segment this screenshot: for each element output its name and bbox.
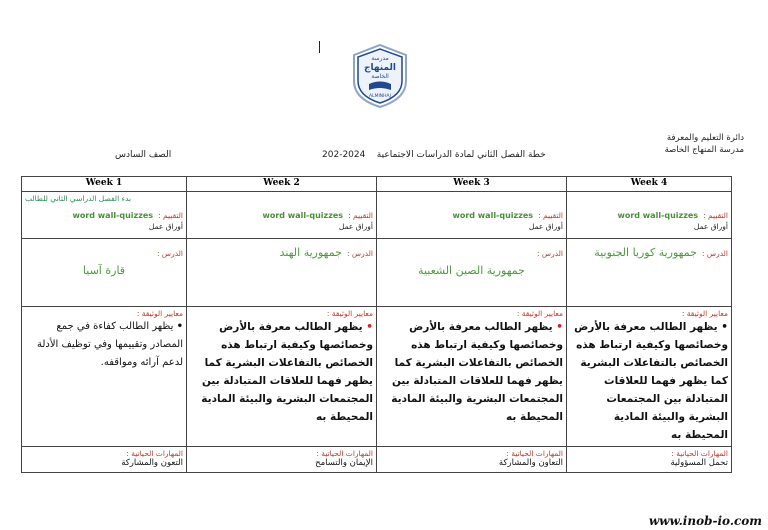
- skills-cell-week3: [377, 447, 567, 473]
- logo-sub: الخاصة: [371, 73, 389, 80]
- weekly-plan-table: [21, 176, 732, 473]
- criteria-label: معايير الوثيقة :: [681, 309, 728, 318]
- lesson-label: الدرس :: [347, 249, 373, 258]
- grade-label: الصف السادس: [115, 150, 172, 160]
- logo-name: المنهاج: [364, 63, 396, 73]
- school-name: مدرسة المنهاج الخاصة: [664, 145, 744, 155]
- skills-label: المهارات الحياتية :: [316, 449, 373, 458]
- assessment-cell-week3: [377, 192, 567, 239]
- skills-cell-week1: [22, 447, 187, 473]
- skill-text: التعون والمشاركة: [121, 458, 183, 468]
- plan-year: 2024-202: [322, 150, 366, 160]
- lesson-label: الدرس :: [157, 249, 183, 258]
- assessment-cell-week2: [187, 192, 377, 239]
- criteria-text: يظهر الطالب معرفة بالأرض وخصائصها وكيفية ارتباط هذه الخصائص بالتفاعلات البشرية كما يظهر فهما للعلاقات المتبادلة بين المجتمعات البشرية والبيئة المادية المحيطة به: [201, 321, 373, 423]
- assessment-cell-week1: [22, 192, 187, 239]
- criteria-cell-week1: [22, 307, 187, 447]
- skills-label: المهارات الحياتية :: [506, 449, 563, 458]
- header-right: [665, 132, 744, 156]
- skills-cell-week4: [567, 447, 732, 473]
- lesson-label: الدرس :: [702, 249, 728, 258]
- lesson-label: الدرس :: [537, 249, 563, 258]
- lesson-row: [22, 239, 732, 307]
- criteria-cell-week2: [187, 307, 377, 447]
- skill-text: الإيمان والتسامح: [315, 458, 373, 468]
- lesson-title: جمهورية الصين الشعبية: [418, 264, 525, 277]
- criteria-cell-week4: [567, 307, 732, 447]
- header-week2: Week 2: [187, 177, 377, 192]
- bullet-icon: •: [366, 321, 373, 333]
- lesson-cell-week4: [567, 239, 732, 307]
- criteria-label: معايير الوثيقة :: [136, 309, 183, 318]
- header-week1: Week 1: [22, 177, 187, 192]
- criteria-row: [22, 307, 732, 447]
- plan-title: خطة الفصل الثاني لمادة الدراسات الاجتماعية: [376, 150, 546, 160]
- lesson-title: جمهورية كوريا الجنوبية: [594, 246, 697, 259]
- bullet-icon: •: [721, 321, 728, 333]
- header-week3: Week 3: [377, 177, 567, 192]
- worksheet-label: أوراق عمل: [338, 222, 373, 231]
- bullet-icon: •: [176, 321, 183, 332]
- assessment-label: التقييم :: [538, 211, 563, 220]
- skills-cell-week2: [187, 447, 377, 473]
- text-cursor: [319, 41, 320, 53]
- assessment-tools: word wall-quizzes: [617, 211, 699, 220]
- skills-label: المهارات الحياتية :: [126, 449, 183, 458]
- lesson-title: جمهورية الهند: [279, 246, 342, 259]
- lesson-cell-week3: [377, 239, 567, 307]
- table-header-row: [22, 177, 732, 192]
- criteria-text: يظهر الطالب كفاءة في جمع المصادر وتقييمها وفي توظيف الأدلة لدعم آرائه ومواقفه.: [36, 321, 183, 368]
- criteria-cell-week3: [377, 307, 567, 447]
- assessment-row: [22, 192, 732, 239]
- assessment-tools: word wall-quizzes: [72, 211, 154, 220]
- semester-start-note: بدء الفصل الدراسي الثاني للطالب: [25, 194, 132, 203]
- plan-title-line: [322, 150, 546, 160]
- criteria-label: معايير الوثيقة :: [326, 309, 373, 318]
- criteria-text: يظهر الطالب معرفة بالأرض وخصائصها وكيفية ارتباط هذه الخصائص بالتفاعلات البشرية كما يظهر فهما للعلاقات المتبادلة بين المجتمعات البشرية والبيئة المادية المحيطة به: [391, 321, 563, 423]
- lesson-cell-week1: [22, 239, 187, 307]
- assessment-cell-week4: [567, 192, 732, 239]
- school-logo: [351, 43, 409, 109]
- criteria-text: يظهر الطالب معرفة بالأرض وخصائصها وكيفية ارتباط هذه الخصائص بالتفاعلات البشرية كما يظهر فهما للعلاقات المتبادلة بين المجتمعات البشرية والبيئة المادية المحيطة به: [574, 321, 728, 441]
- worksheet-label: أوراق عمل: [528, 222, 563, 231]
- lesson-cell-week2: [187, 239, 377, 307]
- skill-text: التعاون والمشاركة: [498, 458, 563, 468]
- assessment-label: التقييم :: [158, 211, 183, 220]
- worksheet-label: أوراق عمل: [148, 222, 183, 231]
- dept-name: دائرة التعليم والمعرفة: [666, 133, 744, 143]
- skill-text: تحمل المسؤولية: [670, 458, 728, 468]
- logo-en: ALMINHAJ: [369, 94, 391, 99]
- assessment-tools: word wall-quizzes: [452, 211, 534, 220]
- skills-label: المهارات الحياتية :: [671, 449, 728, 458]
- skills-row: [22, 447, 732, 473]
- logo-top-text: مدرسة: [371, 55, 389, 62]
- site-watermark: www.inob-io.com: [648, 514, 762, 528]
- bullet-icon: •: [556, 321, 563, 333]
- lesson-title: قارة آسيا: [82, 264, 126, 277]
- header-week4: Week 4: [567, 177, 732, 192]
- assessment-label: التقييم :: [348, 211, 373, 220]
- assessment-label: التقييم :: [703, 211, 728, 220]
- criteria-label: معايير الوثيقة :: [516, 309, 563, 318]
- assessment-tools: word wall-quizzes: [262, 211, 344, 220]
- worksheet-label: أوراق عمل: [693, 222, 728, 231]
